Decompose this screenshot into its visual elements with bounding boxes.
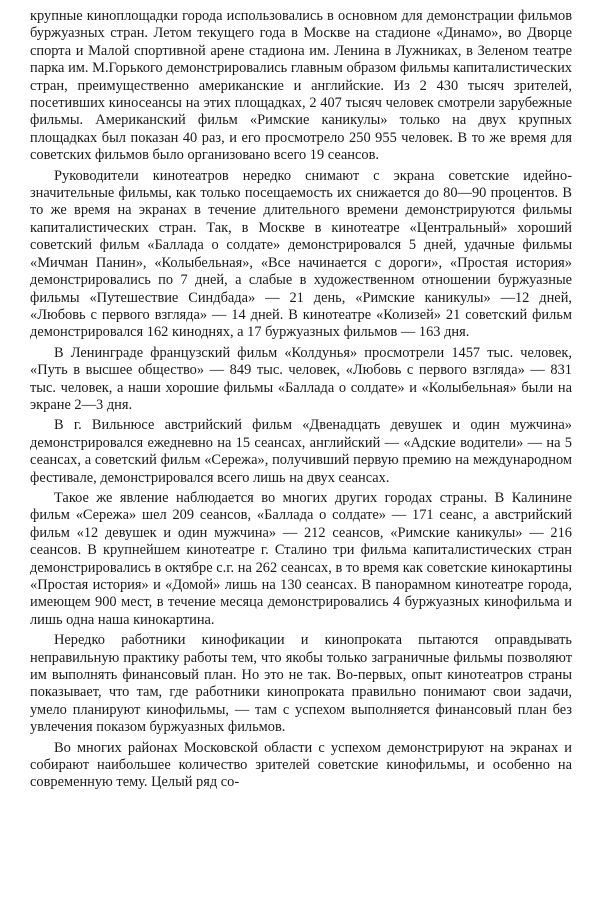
paragraph-7: Во многих районах Московской области с успехом демонстрируют на экранах и собирают наибольшее количество зрителей советские кинофильмы, и особенно на современную тему. Целый ряд со-: [30, 739, 572, 791]
paragraph-2: Руководители кинотеатров нередко снимают с экрана советские идейно-значительные фильмы, как только посещаемость их снижается до 80—90 процентов. В то же время на экранах в течение длительного времени демонстрируются фильмы капиталистических стран. Так, в Москве в кинотеатре «Центральный» хороший советский фильм «Баллада о солдате» демонстрировался 5 дней, удачные фильмы «Мичман Панин», «Колыбельная», «Все начинается с дороги», «Простая история» демонстрировались по 7 дней, а слабые в художественном отношении буржуазные фильмы «Путешествие Синдбада» — 21 день, «Римские каникулы» —12 дней, «Любовь с первого взгляда» — 14 дней. В кинотеатре «Колизей» 21 советский фильм демонстрировался 162 киноднях, а 17 буржуазных фильмов — 163 дня.: [30, 167, 572, 341]
paragraph-1: крупные киноплощадки города использовались в основном для демонстрации фильмов буржуазных стран. Летом текущего года в Москве на стадионе «Динамо», во Дворце спорта и Малой спортивной арене стадиона им. Ленина в Лужниках, в Зеленом театре парка им. М.Горького демонстрировались главным образом фильмы капиталистических стран, преимущественно американские и английские. Из 2 430 тысяч зрителей, посетивших киносеансы на этих площадках, 2 407 тысяч человек смотрели зарубежные фильмы. Американский фильм «Римские каникулы» только на двух крупных площадках был показан 40 раз, и его просмотрело 250 955 человек. В то же время для советских фильмов было организовано всего 19 сеансов.: [30, 8, 572, 164]
paragraph-6: Нередко работники кинофикации и кинопроката пытаются оправдывать неправильную практику работы тем, что якобы только заграничные фильмы позволяют им выполнять финансовый план. Но это не так. Во-первых, опыт кинотеатров страны показывает, что там, где работники кинопроката правильно понимают свои задачи, умело планируют кинофильмы, — там с успехом выполняется финансовый план без увлечения показом буржуазных фильмов.: [30, 632, 572, 736]
paragraph-3: В Ленинграде французский фильм «Колдунья» просмотрели 1457 тыс. человек, «Путь в высшее общество» — 849 тыс. человек, «Любовь с первого взгляда» — 831 тыс. человек, а наши хорошие фильмы «Баллада о солдате» и «Колыбельная» были на экране 2—3 дня.: [30, 344, 572, 413]
paragraph-5: Такое же явление наблюдается во многих других городах страны. В Калинине фильм «Сережа» шел 209 сеансов, «Баллада о солдате» — 171 сеанс, а австрийский фильм «12 девушек и один мужчина» — 212 сеансов, «Римские каникулы» — 216 сеансов. В крупнейшем кинотеатре г. Сталино три фильма капиталистических стран демонстрировались в октябре с.г. на 262 сеансах, в то время как советские кинокартины «Простая история» и «Домой» лишь на 130 сеансах. В панорамном кинотеатре города, имеющем 900 мест, в течение месяца демонстрировались 4 буржуазных кинофильма и лишь одна наша кинокартина.: [30, 489, 572, 628]
paragraph-4: В г. Вильнюсе австрийский фильм «Двенадцать девушек и один мужчина» демонстрировался ежедневно на 15 сеансах, английский — «Адские водители» — на 5 сеансах, а советский фильм «Сережа», получивший первую премию на международном фестивале, демонстрировался всего лишь на двух сеансах.: [30, 417, 572, 486]
document-page: [30, 8, 572, 795]
